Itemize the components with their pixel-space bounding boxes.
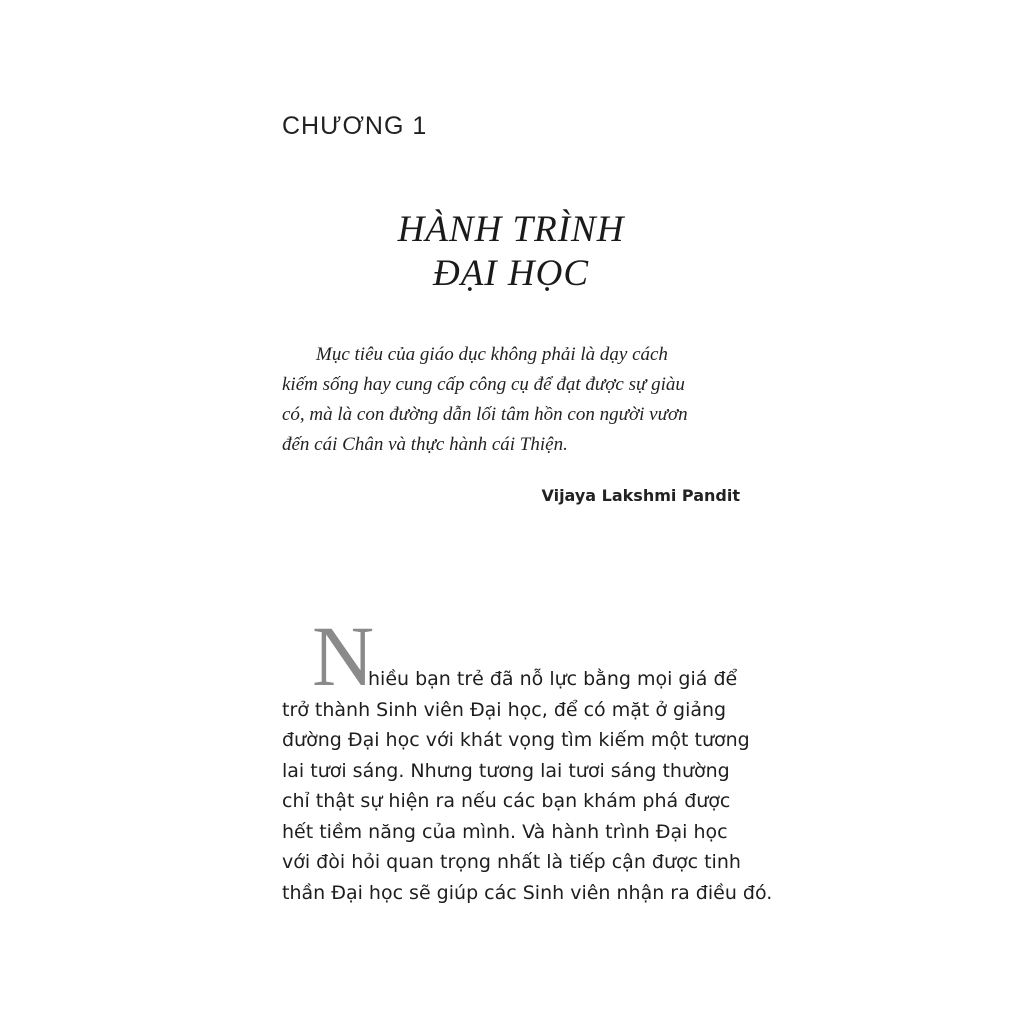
epigraph-line: có, mà là con đường dẫn lối tâm hồn con người vươn (282, 404, 688, 425)
chapter-title-line-2: ĐẠI HỌC (432, 253, 589, 294)
body-line: trở thành Sinh viên Đại học, để có mặt ở giảng (282, 698, 727, 721)
body-line: lai tươi sáng. Nhưng tương lai tươi sáng thường (282, 759, 730, 782)
body-paragraph (282, 664, 773, 908)
body-line: với đòi hỏi quan trọng nhất là tiếp cận được tinh (282, 851, 741, 873)
epigraph-quote (282, 340, 740, 460)
chapter-title (282, 208, 740, 296)
body-line: hiều bạn trẻ đã nỗ lực bằng mọi giá để (368, 668, 738, 690)
body-line: đường Đại học với khát vọng tìm kiếm một tương (282, 729, 750, 751)
body-line: thần Đại học sẽ giúp các Sinh viên nhận ra điều đó. (282, 881, 773, 904)
chapter-title-line-1: HÀNH TRÌNH (397, 209, 625, 250)
body-line: chỉ thật sự hiện ra nếu các bạn khám phá được (282, 790, 731, 812)
epigraph-line: Mục tiêu của giáo dục không phải là dạy cách (316, 344, 668, 365)
epigraph-line: kiếm sống hay cung cấp công cụ để đạt được sự giàu (282, 374, 685, 395)
chapter-label: CHƯƠNG 1 (282, 112, 428, 140)
epigraph-attribution: Vijaya Lakshmi Pandit (541, 486, 740, 505)
epigraph-line: đến cái Chân và thực hành cái Thiện. (282, 434, 568, 455)
drop-cap: N (312, 608, 375, 704)
body-line: hết tiềm năng của mình. Và hành trình Đại học (282, 820, 728, 843)
